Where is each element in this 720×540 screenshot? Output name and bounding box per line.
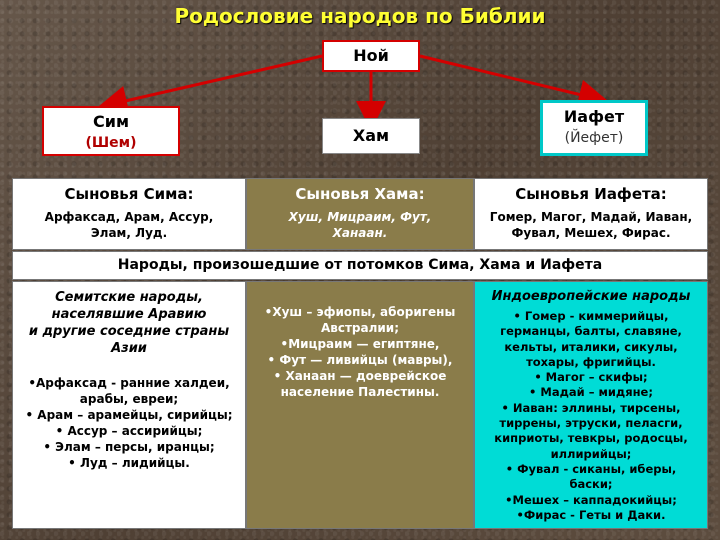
sons-of-iafet-names [475, 209, 707, 241]
node-sim [42, 106, 180, 156]
peoples-iafet-heading: Индоевропейские народы [491, 289, 691, 304]
peoples-sim-heading-line: населявшие Аравию [51, 307, 207, 322]
peoples-iafet-line: • Гомер - киммерийцы, [513, 309, 669, 323]
node-sim-name: Сим [92, 112, 130, 131]
sons-of-sim-line: Элам, Луд. [90, 226, 168, 240]
sons-of-ham-header: Сыновья Хама: [295, 185, 425, 203]
peoples-iafet-column [474, 281, 708, 529]
sons-of-ham-line: Ханаан. [332, 226, 388, 240]
sons-of-sim-header: Сыновья Сима: [64, 185, 194, 203]
peoples-iafet-line: •Фирас - Геты и Даки. [516, 507, 666, 522]
node-iafet-name: Иафет [563, 107, 625, 126]
peoples-sim-heading-line: Азии [111, 341, 147, 356]
peoples-iafet-line: • Мадай – мидяне; [529, 385, 653, 400]
node-ham: Хам [322, 118, 420, 154]
node-iafet [540, 100, 648, 156]
peoples-iafet-line: германцы, балты, славяне, [500, 324, 682, 339]
node-noah: Ной [322, 40, 420, 72]
peoples-sim-line: • Ассур – ассирийцы; [55, 424, 203, 438]
sons-of-sim-line: Арфаксад, Арам, Ассур, [44, 210, 214, 224]
peoples-ham-line: •Хуш – эфиопы, аборигены [264, 305, 456, 319]
sons-of-iafet-line: Гомер, Магог, Мадай, Иаван, [489, 210, 693, 224]
node-iafet-alt: (Йефет) [564, 130, 624, 146]
peoples-sim-line: • Элам – персы, иранцы; [43, 440, 215, 454]
sons-of-sim-names [13, 209, 245, 241]
peoples-sim-line: •Арфаксад - ранние халдеи, [28, 376, 230, 390]
peoples-sim-line: арабы, евреи; [79, 392, 179, 406]
node-sim-alt: (Шем) [85, 135, 137, 151]
peoples-ham-line: население Палестины. [280, 385, 440, 399]
peoples-sim-heading [13, 289, 245, 357]
peoples-sim-heading-line: Семитские народы, [55, 290, 203, 305]
sons-of-iafet-header: Сыновья Иафета: [515, 185, 667, 203]
peoples-ham-line: • Ханаан — доеврейское [273, 369, 447, 383]
peoples-iafet-line: кельты, италики, сикулы, [504, 339, 678, 354]
peoples-iafet-line: • Фувал - сиканы, иберы, [505, 461, 677, 476]
sons-of-ham-line: Хуш, Мицраим, Фут, [288, 210, 432, 224]
sons-of-ham-cell [246, 178, 474, 250]
peoples-sim-column [12, 281, 246, 529]
connector-iafet [420, 56, 594, 98]
peoples-iafet-line: •Мешех – каппадокийцы; [505, 492, 677, 507]
peoples-iafet-line: тиррены, этруски, пеласги, [499, 416, 683, 431]
peoples-iafet-line: • Магог – скифы; [534, 370, 648, 385]
page-title: Родословие народов по Библии [174, 4, 546, 28]
peoples-ham-line: • Фут — ливийцы (мавры), [267, 353, 453, 367]
peoples-ham-column [246, 281, 474, 529]
peoples-sim-line: • Арам – арамейцы, сирийцы; [25, 408, 233, 422]
peoples-ham-line: •Мицраим — египтяне, [280, 337, 440, 351]
peoples-sim-list [13, 375, 245, 471]
peoples-iafet-list [475, 309, 707, 523]
sons-of-sim-cell [12, 178, 246, 250]
peoples-iafet-line: тохары, фригийцы. [526, 354, 656, 369]
peoples-sim-line: • Луд – лидийцы. [68, 456, 190, 470]
peoples-iafet-line: • Иаван: эллины, тирсены, [501, 400, 681, 415]
peoples-iafet-line: киприоты, тевкры, родосцы, [494, 431, 688, 446]
sons-of-iafet-line: Фувал, Мешех, Фирас. [511, 226, 671, 240]
peoples-iafet-line: баски; [569, 477, 613, 492]
sons-of-iafet-cell [474, 178, 708, 250]
peoples-header: Народы, произошедшие от потомков Сима, Хама и Иафета [12, 251, 708, 280]
peoples-ham-list [247, 304, 473, 400]
peoples-sim-heading-line: и другие соседние страны [28, 324, 230, 339]
peoples-iafet-line: иллирийцы; [550, 446, 632, 461]
peoples-ham-line: Австралии; [320, 321, 400, 335]
connector-sim [112, 56, 322, 104]
sons-of-ham-names [247, 209, 473, 241]
